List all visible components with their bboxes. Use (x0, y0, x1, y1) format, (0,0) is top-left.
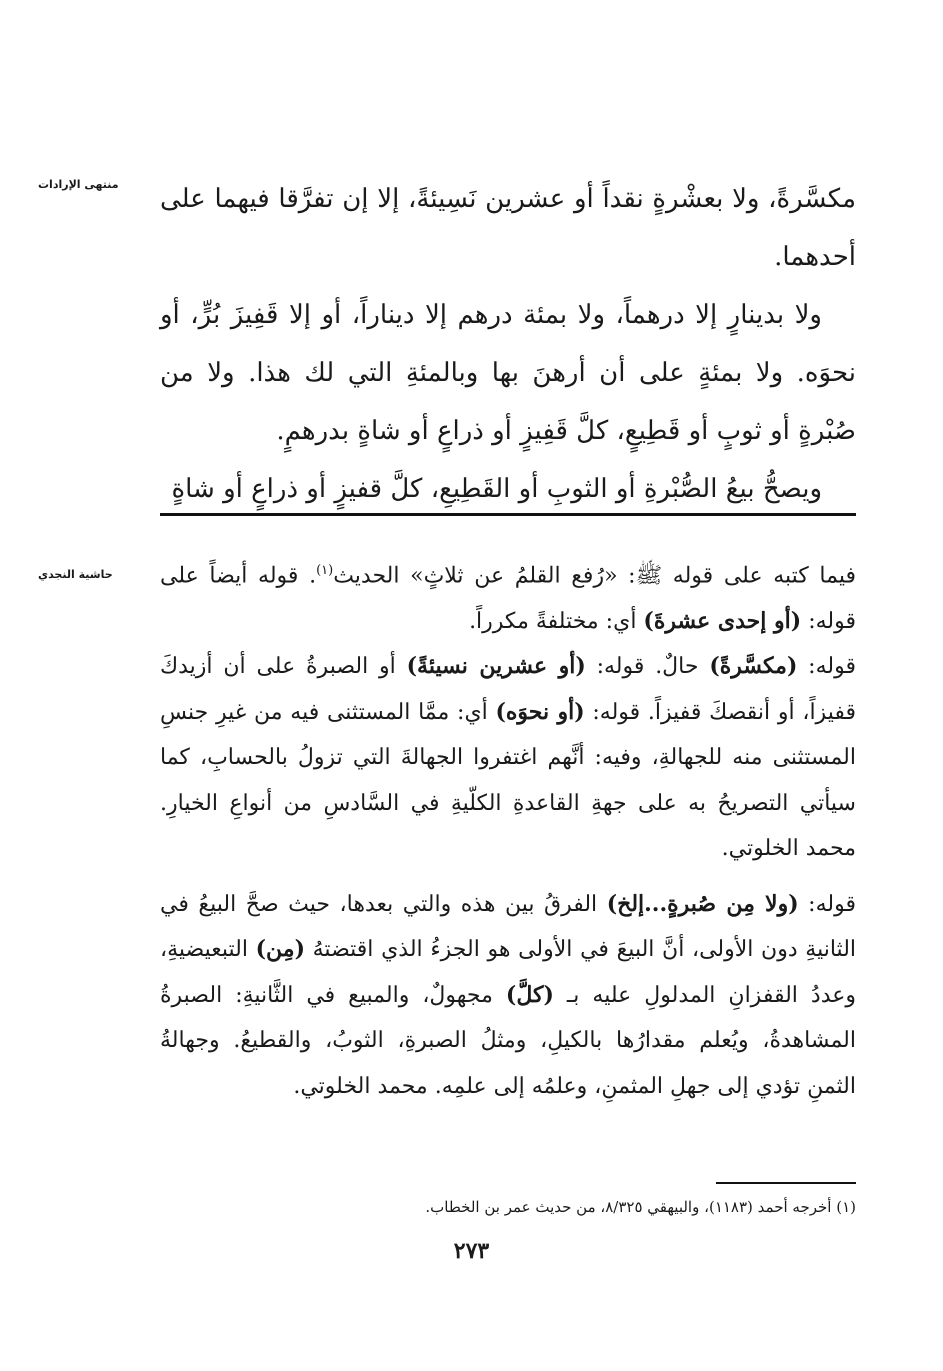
matn-line-1: مكسَّرةً، ولا بعشْرةٍ نقداً أو عشرين نَسِيئةً، إلا إن تفرَّقا فيهما على أحدهما. (160, 184, 856, 272)
matn-paragraph-2: ولا بدينارٍ إلا درهماً، ولا بمئة درهم إلا ديناراً، أو إلا قَفِيزَ بُرٍّ، أو نحوَه. ولا بمئةٍ على أن أرهنَ بها وبالمئةِ التي لك هذا. ولا من صُبْرةٍ أو ثوبٍ أو قَطِيعٍ، كلَّ قَفِيزٍ أو ذراعٍ أو شاةٍ بدرهمٍ. (160, 300, 856, 446)
text-span: . قوله أيضاً على قوله: (160, 563, 856, 634)
text-span: أي: ممَّا المستثنى فيه من غيرِ جنسِ المستثنى منه للجهالةِ، وفيه: أنَّهم اغتفروا الجهالةَ التي تزولُ بالحسابِ، كما سيأتي التصريحُ به على جهةِ القاعدةِ الكلّيةِ في السَّادسِ من أنواعِ الخيارِ. محمد الخلوتي. (160, 699, 856, 862)
matn-text (160, 170, 856, 518)
text-span: الفرقُ بين هذه والتي بعدها، حيث صحَّ البيعُ في الثانيةِ دون الأولى، أنَّ البيعَ في الأولى هو الجزءُ الذي اقتضتهُ (160, 891, 857, 963)
text-span: حالٌ. قوله: (585, 654, 710, 680)
text-span: التبعيضيةِ، وعددُ القفزانِ المدلولِ عليه بـ (160, 937, 856, 1008)
bold-quote: (أو إحدى عشرةَ) (643, 607, 802, 634)
footnote-rule (716, 1182, 856, 1184)
hashiya-paragraph-2 (160, 644, 856, 872)
bold-quote: (مكسَّرةً) (709, 653, 798, 680)
hashiya-text (160, 548, 856, 1109)
hashiya-paragraph-1 (160, 548, 856, 644)
text-span: أي: مختلفةً مكرراً. (469, 608, 644, 634)
bold-quote: (مِن) (255, 936, 305, 963)
page-number: ٢٧٣ (453, 1238, 490, 1264)
matn-paragraph-3: ويصحُّ بيعُ الصُّبْرةِ أو الثوبِ أو القَطِيعِ، كلَّ قفيزٍ أو ذراعٍ أو شاةٍ (171, 474, 822, 504)
bold-quote: (ولا مِن صُبرةٍ...إلخ) (606, 890, 799, 917)
footnote: (١) أخرجه أحمد (١١٨٣)، والبيهقي ٨/٣٢٥، من حديث عمر بن الخطاب. (425, 1198, 856, 1216)
text-span: قوله: (797, 654, 856, 680)
margin-label-muntaha: منتهى الإرادات (38, 178, 119, 191)
bold-quote: (كلَّ) (505, 981, 554, 1008)
margin-label-najdi: حاشية النجدي (38, 568, 113, 581)
text-span: فيما كتبه على قوله ﷺ: «رُفع القلمُ عن ثلاثٍ» الحديث (333, 563, 856, 589)
text-span: قوله: (798, 891, 856, 917)
bold-quote: (أو عشرين نسيئةً) (406, 653, 586, 680)
section-divider (160, 513, 856, 516)
footnote-ref: (١) (316, 563, 334, 578)
text-span: أو الصبرةُ على أن أزيدكَ قفيزاً، أو أنقصكَ قفيزاً. قوله: (160, 654, 856, 725)
bold-quote: (أو نحوَه) (495, 698, 585, 725)
text-span: مجهولٌ، والمبيع في الثَّانيةِ: الصبرةُ المشاهدةُ، ويُعلم مقدارُها بالكيلِ، ومثلُ الصبرةِ، الثوبُ، والقطيعُ. وجهالةُ الثمنِ تؤدي إلى جهلِ المثمنِ، وعلمُه إلى علمِه. محمد الخلوتي. (160, 982, 856, 1099)
hashiya-paragraph-3 (160, 882, 856, 1110)
